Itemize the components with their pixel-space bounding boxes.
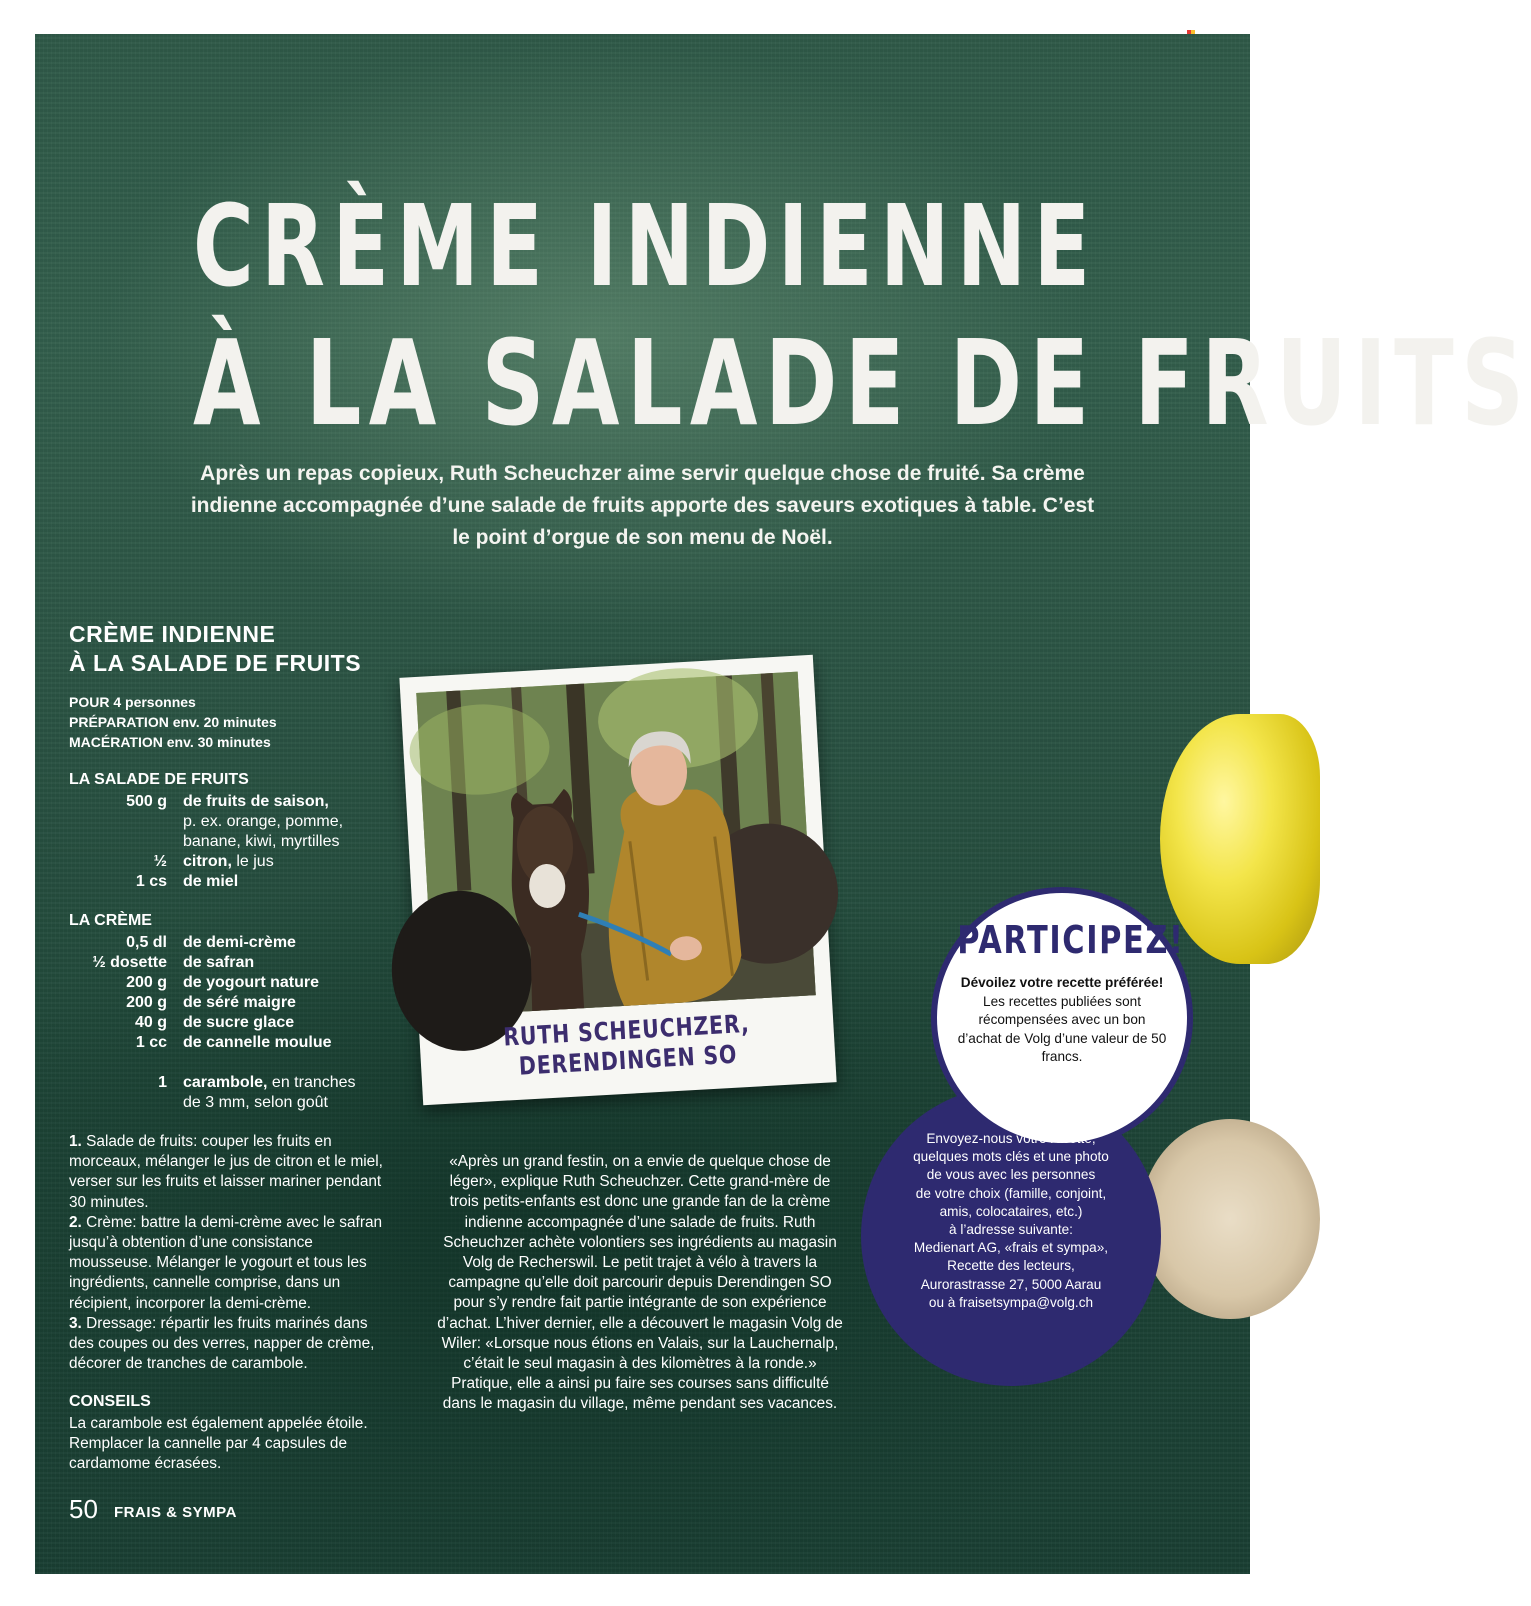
ingredient-item: de safran [183,954,255,971]
participez-text [955,974,1169,1067]
ingredient-row [69,812,343,832]
ingredient-qty: 0,5 dl [126,934,167,951]
conseils-text: La carambole est également appelée étoile. Remplacer la cannelle par 4 capsules de cardamome écrasées. [69,1415,368,1473]
ingredient-row [69,933,331,953]
meta-label: POUR [69,694,110,710]
ingredient-item: de cannelle moulue [183,1034,332,1051]
submission-line: Aurorastrasse 27, 5000 Aarau [920,1276,1102,1292]
ingredient-item: de séré maigre [183,994,296,1011]
salade-ingredients [69,792,343,892]
submission-line: de votre choix (famille, conjoint, [915,1185,1107,1201]
magazine-brand: FRAIS & SYMPA [114,1504,237,1521]
step-number: 3. [69,1314,82,1332]
step-number: 1. [69,1133,82,1150]
ingredient-row [69,1073,356,1093]
meta-servings [69,692,277,712]
ingredient-extra: de 3 mm, selon goût [183,1094,328,1111]
creme-heading: LA CRÈME [69,912,152,929]
ingredient-item: de demi-crème [183,934,296,951]
ingredient-item: de yogourt nature [183,974,320,991]
ingredient-qty [69,812,183,832]
recipe-title [69,620,361,678]
recipe-steps [69,1132,389,1374]
ingredient-item: de sucre glace [183,1014,295,1031]
ingredient-qty: 200 g [126,974,167,991]
participez-heading: PARTICIPEZ! [957,918,1185,962]
submission-line: Recette des lecteurs, [947,1258,1075,1274]
submission-line: Envoyez-nous votre recette, [926,1131,1096,1146]
recipe-title-line-2: À LA SALADE DE FRUITS [69,650,362,676]
ingredient-row [69,832,343,852]
polaroid-photo [399,655,836,1105]
submission-line: de vous avec les personnes [926,1167,1096,1183]
ingredient-row [69,1013,331,1033]
ingredient-extra: p. ex. orange, pomme, [183,813,344,830]
caption-line-1: RUTH SCHEUCHZER, [502,1008,751,1052]
ingredient-row [69,953,331,973]
ingredient-qty [69,832,183,852]
ingredient-extra: en tranches [267,1074,356,1091]
ingredient-extra: le jus [231,853,274,870]
headline-line-1: CRÈME INDIENNE [192,182,1098,312]
burlap-sack-image [1140,1119,1320,1319]
portrait-photo [416,672,815,1017]
submission-line: à l’adresse suivante: [949,1222,1073,1238]
caption-line-2: DERENDINGEN SO [518,1039,738,1081]
ingredient-qty [69,1093,183,1113]
meta-value: env. 20 minutes [172,714,277,730]
creme-ingredients [69,933,331,1053]
ingredient-row [69,973,331,993]
intro-paragraph: Après un repas copieux, Ruth Scheuchzer aime servir quelque chose de fruité. Sa crème indienne accompagnée d’une salade de fruits apporte des saveurs exotiques à table. C’est le point d’orgue de son menu de Noël. [190,462,1095,549]
magazine-page [35,34,1531,1574]
submission-email[interactable]: ou à fraisetsympa@volg.ch [928,1294,1094,1310]
submission-line: quelques mots clés et une photo [913,1149,1109,1165]
step-3 [69,1315,374,1372]
ingredient-qty: 1 cs [135,873,167,890]
step-2 [69,1214,382,1312]
meta-preparation [69,712,277,732]
ingredient-row [69,792,343,812]
meta-label: PRÉPARATION [69,714,169,730]
ingredient-item: de fruits de saison, [183,793,329,810]
meta-value: 4 personnes [113,694,196,710]
step-text: Crème: battre la demi-crème avec le safran jusqu’à obtention d’une consistance mousseuse. Mélanger le yogourt et tous les ingrédients, cannelle comprise, dans un récipient, incorporer la demi-crème. [69,1213,383,1312]
participez-body: Les recettes publiées sont récompensées avec un bon d’achat de Volg d’une valeur de 50 francs. [957,993,1167,1064]
submission-line: Medienart AG, «frais et sympa», [913,1240,1109,1256]
carambole-ingredient [69,1073,356,1113]
ingredient-item: de miel [183,873,239,890]
ingredient-row [69,852,343,872]
ingredient-qty: 1 [158,1074,167,1091]
step-1 [69,1133,383,1211]
meta-value: env. 30 minutes [166,734,271,750]
ingredient-qty: 40 g [134,1014,167,1031]
ingredient-item: carambole, [183,1074,268,1091]
ingredient-qty: 200 g [126,994,167,1011]
participez-bold: Dévoilez votre recette préférée! [960,975,1164,990]
ingredient-qty: 1 cc [135,1034,167,1051]
ingredient-qty: 500 g [126,793,167,810]
ingredient-item: citron, [183,853,232,870]
ingredient-row [69,1033,331,1053]
submission-line: amis, colocataires, etc.) [939,1203,1083,1219]
ingredient-row [69,872,343,892]
salade-heading: LA SALADE DE FRUITS [69,771,249,788]
ingredient-row [69,1093,356,1113]
step-text: Salade de fruits: couper les fruits en morceaux, mélanger le jus de citron et le miel, verser sur les fruits et laisser mariner pendant 30 minutes. [69,1133,383,1211]
ingredient-row [69,993,331,1013]
page-number: 50 [69,1494,98,1524]
portrait-illustration [416,672,815,1017]
step-text: Dressage: répartir les fruits marinés dans des coupes ou des verres, napper de crème, décorer de tranches de carambole. [69,1314,375,1373]
recipe-meta [69,692,277,752]
ingredient-extra: banane, kiwi, myrtilles [183,833,340,850]
submission-text [881,1130,1141,1312]
story-paragraph: «Après un grand festin, on a envie de quelque chose de léger», explique Ruth Scheuchzer. Cette grand-mère de trois petits-enfants est donc une grande fan de la crème indienne accompagnée d’une salade de fruits. Ruth Scheuchzer achète volontiers ses ingrédients au magasin Volg de Recherswil. Le petit trajet à vélo à travers la campagne qu’elle doit parcourir depuis Derendingen SO pour s’y rendre fait partie intégrante de son expérience d’achat. L’hiver dernier, elle a découvert le magasin Volg de Wiler: «Lorsque nous étions en Valais, sur la Lauchernalp, c’était le seul magasin à des kilomètres à la ronde.» Pratique, elle a ainsi pu faire ses courses sans difficulté dans le magasin du village, même pendant ses vacances. [437,1153,843,1413]
meta-label: MACÉRATION [69,734,163,750]
recipe-title-line-1: CRÈME INDIENNE [69,621,276,647]
conseils-heading: CONSEILS [69,1393,151,1410]
meta-maceration [69,732,277,752]
headline-line-2: À LA SALADE DE FRUITS [192,314,1531,452]
step-number: 2. [69,1213,82,1231]
ingredient-qty: ½ [153,853,167,870]
ingredient-qty: ½ dosette [92,954,167,971]
